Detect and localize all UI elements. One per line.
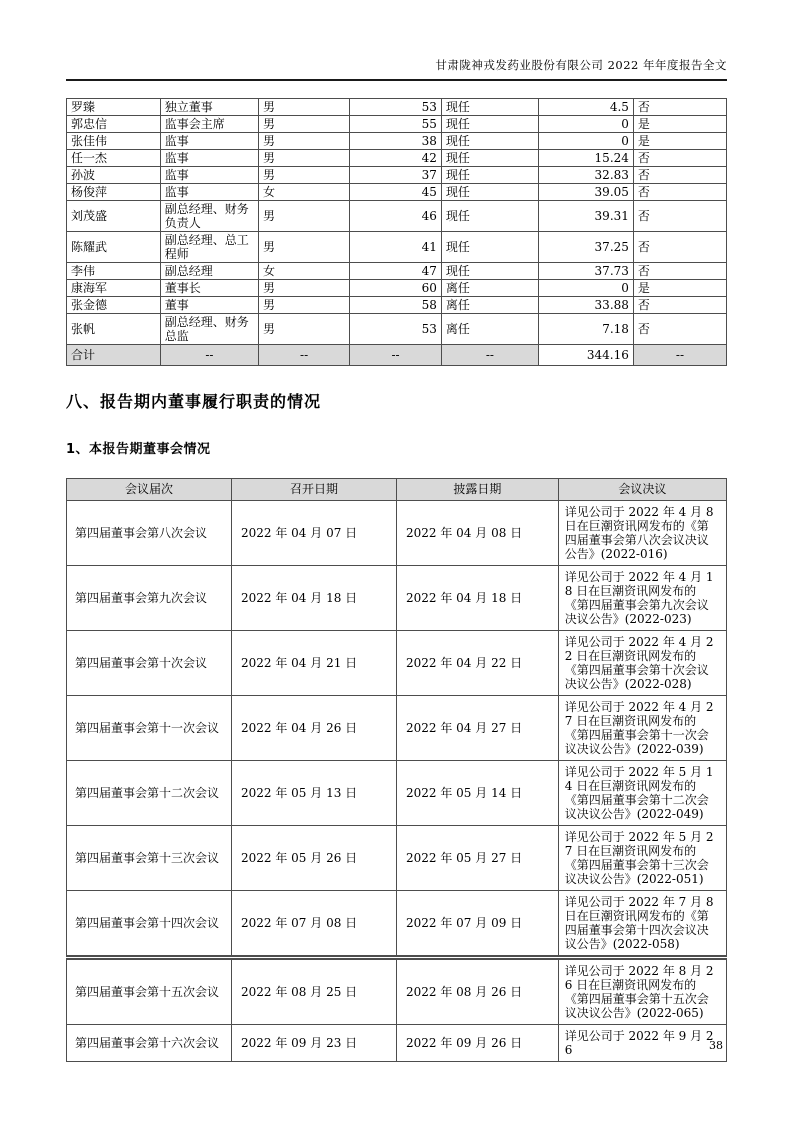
meeting-resolution: 详见公司于 2022 年 8 月 26 日在巨潮资讯网发布的《第四届董事会第十五次会议决议公告》(2022-065) [558, 958, 726, 1025]
table-row [67, 761, 727, 826]
meeting-resolution: 详见公司于 2022 年 7 月 8 日在巨潮资讯网发布的《第四届董事会第十四次会议决议公告》(2022-058) [558, 891, 726, 958]
meeting-session: 第四届董事会第十一次会议 [67, 696, 232, 761]
meeting-session: 第四届董事会第十四次会议 [67, 891, 232, 958]
meeting-session: 第四届董事会第十二次会议 [67, 761, 232, 826]
officer-status: 现任 [441, 99, 538, 116]
officer-name: 张帆 [67, 314, 161, 345]
table-row [67, 566, 727, 631]
officer-title: 副总经理、总工程师 [160, 232, 258, 263]
table-row [67, 501, 727, 566]
officer-status: 现任 [441, 133, 538, 150]
header-rule [66, 79, 727, 81]
officer-title: 监事会主席 [160, 116, 258, 133]
meeting-session: 第四届董事会第十六次会议 [67, 1025, 232, 1062]
officer-pay: 39.31 [538, 201, 633, 232]
officer-flag: 否 [633, 201, 726, 232]
officer-gender: 男 [259, 150, 350, 167]
subsection-heading: 1、本报告期董事会情况 [66, 442, 211, 457]
officer-flag: 否 [633, 297, 726, 314]
officer-gender: 男 [259, 116, 350, 133]
table-row [67, 631, 727, 696]
officer-age: 53 [350, 99, 442, 116]
officer-status: 现任 [441, 232, 538, 263]
table-row [67, 1025, 727, 1062]
officer-flag: 否 [633, 232, 726, 263]
page-header [66, 0, 727, 73]
table-row [67, 696, 727, 761]
total-dash: -- [350, 345, 442, 366]
table-row [67, 826, 727, 891]
officer-flag: 是 [633, 133, 726, 150]
meeting-date-held: 2022 年 05 月 13 日 [232, 761, 397, 826]
officer-name: 郭忠信 [67, 116, 161, 133]
officer-gender: 男 [259, 167, 350, 184]
officer-title: 董事长 [160, 280, 258, 297]
meeting-date-held: 2022 年 07 月 08 日 [232, 891, 397, 958]
officer-pay: 0 [538, 133, 633, 150]
officer-flag: 是 [633, 280, 726, 297]
officer-name: 罗臻 [67, 99, 161, 116]
total-dash: -- [633, 345, 726, 366]
meeting-date-held: 2022 年 04 月 18 日 [232, 566, 397, 631]
page-number: 38 [709, 1039, 723, 1052]
officer-gender: 男 [259, 280, 350, 297]
officer-pay: 37.25 [538, 232, 633, 263]
table-row [67, 280, 727, 297]
officer-pay: 32.83 [538, 167, 633, 184]
officer-flag: 否 [633, 184, 726, 201]
officer-age: 42 [350, 150, 442, 167]
officer-age: 55 [350, 116, 442, 133]
meeting-resolution: 详见公司于 2022 年 5 月 27 日在巨潮资讯网发布的《第四届董事会第十三次会议决议公告》(2022-051) [558, 826, 726, 891]
meeting-resolution: 详见公司于 2022 年 4 月 8 日在巨潮资讯网发布的《第四届董事会第八次会议决议公告》(2022-016) [558, 501, 726, 566]
officer-flag: 是 [633, 116, 726, 133]
meeting-date-disclosed: 2022 年 07 月 09 日 [397, 891, 559, 958]
officer-status: 离任 [441, 280, 538, 297]
meeting-date-held: 2022 年 05 月 26 日 [232, 826, 397, 891]
officer-gender: 女 [259, 263, 350, 280]
officer-name: 李伟 [67, 263, 161, 280]
officer-status: 现任 [441, 150, 538, 167]
officer-status: 现任 [441, 201, 538, 232]
officer-gender: 男 [259, 201, 350, 232]
board-meetings-table [66, 478, 727, 1062]
meeting-date-held: 2022 年 04 月 26 日 [232, 696, 397, 761]
officer-status: 离任 [441, 314, 538, 345]
meeting-date-disclosed: 2022 年 05 月 14 日 [397, 761, 559, 826]
officer-title: 副总经理、财务负责人 [160, 201, 258, 232]
officer-gender: 男 [259, 314, 350, 345]
officers-compensation-table [66, 98, 727, 366]
officer-age: 46 [350, 201, 442, 232]
meeting-date-held: 2022 年 04 月 07 日 [232, 501, 397, 566]
table-row [67, 150, 727, 167]
meeting-date-disclosed: 2022 年 04 月 08 日 [397, 501, 559, 566]
meeting-session: 第四届董事会第八次会议 [67, 501, 232, 566]
officer-age: 58 [350, 297, 442, 314]
total-dash: -- [441, 345, 538, 366]
officer-age: 45 [350, 184, 442, 201]
document-title: 甘肃陇神戎发药业股份有限公司 2022 年年度报告全文 [435, 58, 727, 72]
meeting-session: 第四届董事会第十三次会议 [67, 826, 232, 891]
meeting-session: 第四届董事会第十五次会议 [67, 958, 232, 1025]
column-header-session: 会议届次 [67, 479, 232, 501]
officer-status: 现任 [441, 167, 538, 184]
officer-name: 康海军 [67, 280, 161, 297]
officer-title: 监事 [160, 167, 258, 184]
officer-title: 监事 [160, 133, 258, 150]
officer-title: 董事 [160, 297, 258, 314]
officer-status: 现任 [441, 116, 538, 133]
officer-gender: 女 [259, 184, 350, 201]
table-row [67, 184, 727, 201]
meeting-resolution: 详见公司于 2022 年 4 月 22 日在巨潮资讯网发布的《第四届董事会第十次会议决议公告》(2022-028) [558, 631, 726, 696]
officer-name: 张金德 [67, 297, 161, 314]
table-row [67, 263, 727, 280]
meeting-date-disclosed: 2022 年 04 月 18 日 [397, 566, 559, 631]
table-row [67, 99, 727, 116]
table-row [67, 297, 727, 314]
table-row [67, 232, 727, 263]
meeting-date-disclosed: 2022 年 09 月 26 日 [397, 1025, 559, 1062]
table-row [67, 958, 727, 1025]
meetings-header-row [67, 479, 727, 501]
officer-title: 副总经理 [160, 263, 258, 280]
officer-name: 陈耀武 [67, 232, 161, 263]
column-header-date-held: 召开日期 [232, 479, 397, 501]
officer-age: 41 [350, 232, 442, 263]
table-row [67, 314, 727, 345]
table-row [67, 167, 727, 184]
officer-gender: 男 [259, 133, 350, 150]
officer-gender: 男 [259, 232, 350, 263]
officer-pay: 39.05 [538, 184, 633, 201]
column-header-date-disclosed: 披露日期 [397, 479, 559, 501]
total-row [67, 345, 727, 366]
total-pay-value: 344.16 [538, 345, 633, 366]
officer-pay: 7.18 [538, 314, 633, 345]
meeting-date-disclosed: 2022 年 04 月 22 日 [397, 631, 559, 696]
officer-pay: 4.5 [538, 99, 633, 116]
table-row [67, 891, 727, 958]
officer-status: 现任 [441, 263, 538, 280]
officer-name: 刘茂盛 [67, 201, 161, 232]
total-label: 合计 [67, 345, 161, 366]
officer-flag: 否 [633, 150, 726, 167]
officer-age: 37 [350, 167, 442, 184]
column-header-resolution: 会议决议 [558, 479, 726, 501]
officer-flag: 否 [633, 263, 726, 280]
officer-flag: 否 [633, 314, 726, 345]
officer-age: 47 [350, 263, 442, 280]
officer-pay: 37.73 [538, 263, 633, 280]
officer-name: 张佳伟 [67, 133, 161, 150]
meeting-date-disclosed: 2022 年 04 月 27 日 [397, 696, 559, 761]
table-row [67, 201, 727, 232]
meeting-session: 第四届董事会第九次会议 [67, 566, 232, 631]
officer-gender: 男 [259, 297, 350, 314]
total-dash: -- [259, 345, 350, 366]
officer-pay: 0 [538, 280, 633, 297]
officer-title: 独立董事 [160, 99, 258, 116]
meeting-resolution: 详见公司于 2022 年 4 月 18 日在巨潮资讯网发布的《第四届董事会第九次会议决议公告》(2022-023) [558, 566, 726, 631]
total-dash: -- [160, 345, 258, 366]
officer-title: 监事 [160, 184, 258, 201]
officer-name: 杨俊萍 [67, 184, 161, 201]
officer-age: 60 [350, 280, 442, 297]
officer-name: 任一杰 [67, 150, 161, 167]
officer-age: 38 [350, 133, 442, 150]
officer-pay: 33.88 [538, 297, 633, 314]
officer-status: 现任 [441, 184, 538, 201]
meeting-session: 第四届董事会第十次会议 [67, 631, 232, 696]
officer-pay: 15.24 [538, 150, 633, 167]
meeting-date-disclosed: 2022 年 08 月 26 日 [397, 958, 559, 1025]
table-row [67, 133, 727, 150]
officer-age: 53 [350, 314, 442, 345]
meeting-date-held: 2022 年 04 月 21 日 [232, 631, 397, 696]
officer-status: 离任 [441, 297, 538, 314]
meeting-resolution: 详见公司于 2022 年 5 月 14 日在巨潮资讯网发布的《第四届董事会第十二次会议决议公告》(2022-049) [558, 761, 726, 826]
officer-title: 监事 [160, 150, 258, 167]
table-row [67, 116, 727, 133]
officer-flag: 否 [633, 99, 726, 116]
section-heading: 八、报告期内董事履行职责的情况 [66, 392, 322, 411]
meeting-resolution: 详见公司于 2022 年 4 月 27 日在巨潮资讯网发布的《第四届董事会第十一次会议决议公告》(2022-039) [558, 696, 726, 761]
officer-name: 孙波 [67, 167, 161, 184]
meeting-resolution: 详见公司于 2022 年 9 月 26 [558, 1025, 726, 1062]
officer-title: 副总经理、财务总监 [160, 314, 258, 345]
officer-gender: 男 [259, 99, 350, 116]
officer-flag: 否 [633, 167, 726, 184]
meeting-date-held: 2022 年 08 月 25 日 [232, 958, 397, 1025]
meeting-date-held: 2022 年 09 月 23 日 [232, 1025, 397, 1062]
meeting-date-disclosed: 2022 年 05 月 27 日 [397, 826, 559, 891]
officer-pay: 0 [538, 116, 633, 133]
